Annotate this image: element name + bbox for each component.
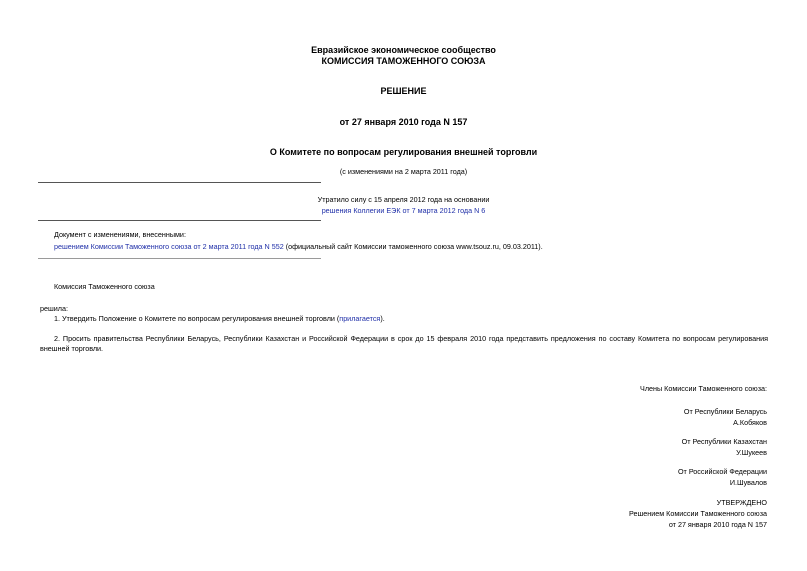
status-link-row xyxy=(0,206,807,215)
doc-type: РЕШЕНИЕ xyxy=(380,86,427,96)
signatory-belarus-name: А.Кобяков xyxy=(733,418,767,427)
decided-label: решила: xyxy=(40,304,68,313)
item-1 xyxy=(54,314,385,323)
item-2: 2. Просить правительства Республики Беларусь, Республики Казахстан и Российской Федерации в срок до 15 февраля 2010 года представить предложения по составу Комитета по вопросам регулирования внешней торговли. xyxy=(40,334,768,353)
commission-name: КОМИССИЯ ТАМОЖЕННОГО СОЮЗА xyxy=(321,56,486,66)
signatory-russia-name: И.Шувалов xyxy=(729,478,767,487)
doc-date-number: от 27 января 2010 года N 157 xyxy=(339,117,468,127)
signatory-kazakhstan-label: От Республики Казахстан xyxy=(681,437,767,446)
signatory-kazakhstan-name: У.Шукеев xyxy=(736,448,767,457)
status-link[interactable]: решения Коллегии ЕЭК от 7 марта 2012 года N 6 xyxy=(321,206,486,215)
org-name: Евразийское экономическое сообщество xyxy=(311,45,496,55)
issuer: Комиссия Таможенного союза xyxy=(54,282,155,291)
amendment-suffix: (официальный сайт Комиссии таможенного союза www.tsouz.ru, 09.03.2011). xyxy=(283,242,543,251)
divider xyxy=(38,220,321,221)
changes-note: (с изменениями на 2 марта 2011 года) xyxy=(339,167,468,176)
divider xyxy=(38,258,321,259)
signatures-heading: Члены Комиссии Таможенного союза: xyxy=(640,384,767,393)
approval-by: Решением Комиссии Таможенного союза xyxy=(629,509,767,518)
attachment-link[interactable]: прилагается xyxy=(339,314,381,323)
amendment-link[interactable]: решением Комиссии Таможенного союза от 2 марта 2011 года N 552 xyxy=(54,242,284,251)
approval-date: от 27 января 2010 года N 157 xyxy=(668,520,767,529)
item-1-text: 1. Утвердить Положение о Комитете по вопросам регулирования внешней торговли ( xyxy=(54,314,340,323)
status-line: Утратило силу с 15 апреля 2012 года на основании xyxy=(317,195,490,204)
approval-heading: УТВЕРЖДЕНО xyxy=(716,498,767,507)
amendments-label: Документ с изменениями, внесенными: xyxy=(54,230,186,239)
item-1-end: ). xyxy=(380,314,385,323)
signatory-belarus-label: От Республики Беларусь xyxy=(683,407,767,416)
amendments-row xyxy=(54,242,543,251)
doc-title: О Комитете по вопросам регулирования внешней торговли xyxy=(269,147,538,157)
divider xyxy=(38,182,321,183)
signatory-russia-label: От Российской Федерации xyxy=(677,467,767,476)
